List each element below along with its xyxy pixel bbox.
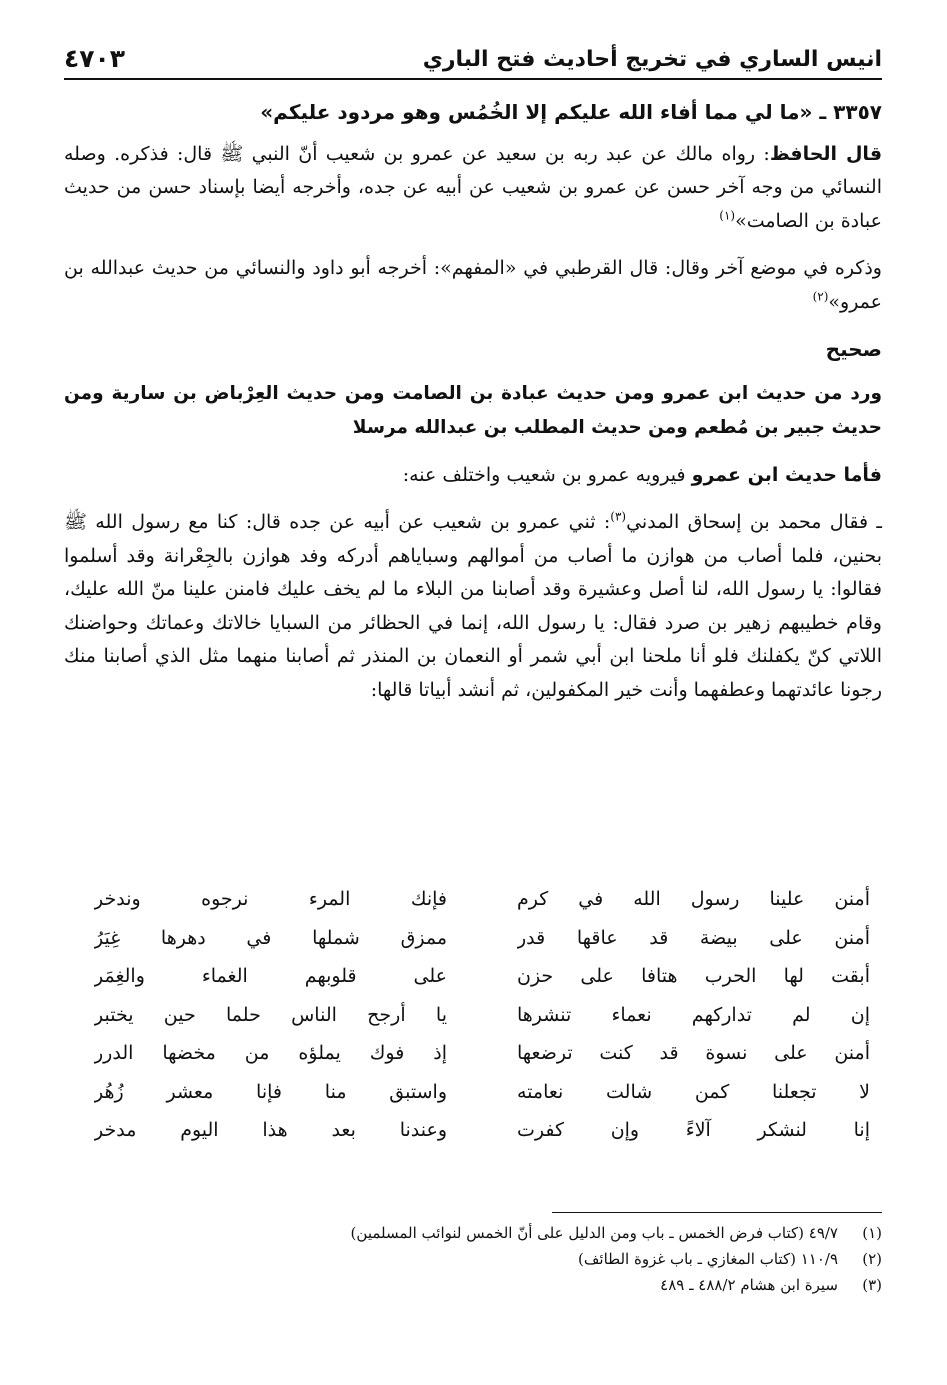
page-number: ٤٧٠٣: [64, 44, 126, 73]
footnote-text: ١١٠/٩ (كتاب المغازي ـ باب غزوة الطائف): [578, 1250, 838, 1268]
poem-verse-second: واستبق منا فإنا معشر زُهُر: [94, 1080, 447, 1103]
poem-verse-first: أمنن علينا رسول الله في كرم: [517, 888, 870, 910]
footnote-ref-2: (٢): [812, 289, 829, 304]
footnote-text: ٤٩/٧ (كتاب فرض الخمس ـ باب ومن الدليل على أنّ الخمس لنوائب المسلمين): [350, 1224, 838, 1242]
footnote: [64, 1272, 882, 1298]
poem-verse-second: على قلوبهم الغماء والغِمَر: [94, 965, 447, 987]
section-heading: صحيح: [825, 337, 882, 361]
hafiz-text: : رواه مالك عن عبد ربه بن سعيد عن عمرو بن شعيب أنّ النبي ﷺ قال: فذكره. وصله النسائي من وجه آخر حسن عن عمرو بن شعيب عن أبيه عن جده، وأخرجه أيضا بإسناد حسن من حديث عبادة بن الصامت»: [64, 142, 882, 232]
poem: [94, 880, 870, 1150]
poem-verse-first: أمنن على بيضة قد عاقها قدر: [517, 926, 870, 949]
poem-verse-first: لا تجعلنا كمن شالت نعامته: [517, 1080, 870, 1103]
poem-verse-first: أبقت لها الحرب هتافا على حزن: [517, 965, 870, 987]
poem-verse-second: إذ فوك يملؤه من مخضها الدرر: [94, 1042, 447, 1064]
poem-verse-first: إن لم تداركهم نعماء تنشرها: [517, 1003, 870, 1026]
footnote: [64, 1246, 882, 1272]
footnote-rule: [552, 1212, 882, 1213]
qurtubi-paragraph: [64, 252, 882, 319]
footnote-number: (٣): [862, 1276, 882, 1294]
qurtubi-text: وذكره في موضع آخر وقال: قال القرطبي في «المفهم»: أخرجه أبو داود والنسائي من حديث عبدالله بن عمرو»: [64, 257, 882, 313]
footnote-number: (٢): [862, 1250, 882, 1268]
header-rule: [64, 78, 882, 80]
footnote: [64, 1220, 882, 1246]
ibn-amr-lead: فأما حديث ابن عمرو: [691, 463, 882, 486]
poem-verse-first: أمنن على نسوة قد كنت ترضعها: [517, 1042, 870, 1064]
book-page: [64, 30, 882, 1360]
footnote-ref-1: (١): [719, 208, 736, 223]
book-title: انيس الساري في تخريج أحاديث فتح الباري: [422, 47, 882, 72]
footnote-number: (١): [862, 1224, 882, 1242]
hafiz-lead: قال الحافظ: [769, 142, 883, 165]
footnote-text: سيرة ابن هشام ٤٨٨/٢ ـ ٤٨٩: [660, 1276, 838, 1294]
narration-paragraph: [64, 506, 882, 707]
hafiz-paragraph: [64, 138, 882, 239]
running-header: [64, 30, 882, 76]
footnote-ref-3: (٣): [610, 509, 627, 524]
narration-text: : ثني عمرو بن شعيب عن أبيه عن جده قال: كنا مع رسول الله ﷺ بحنين، فلما أصاب من هوازن ما أصاب من أموالهم وسباياهم أدركه وفد هوازن بالجِعْرانة وقد أسلموا فقالوا: يا رسول الله، لنا أصل وعشيرة وقد أصابنا من البلاء ما لم يخف عليك فامنن علينا منّ الله عليك، وقام خطيبهم زهير بن صرد فقال: يا رسول الله، إنما في الحظائر من السبايا خالاتك وعماتك وحواضنك اللاتي كنّ يكفلنك فلو أنا ملحنا ابن أبي شمر أو النعمان بن المنذر ثم أصابنا منهما مثل الذي أصابنا منك رجونا عائدتهما وعطفهما وأنت خير المكفولين، ثم أنشد أبياتا قالها:: [64, 511, 882, 701]
hadith-heading: ٣٣٥٧ ـ «ما لي مما أفاء الله عليكم إلا الخُمُس وهو مردود عليكم»: [260, 100, 882, 124]
main-text: [64, 96, 882, 721]
narration-pre: ـ فقال محمد بن إسحاق المدني: [626, 511, 882, 533]
footnotes: [64, 1220, 882, 1298]
poem-verse-second: وعندنا بعد هذا اليوم مدخر: [94, 1119, 447, 1141]
ibn-amr-text: فيرويه عمرو بن شعيب واختلف عنه:: [402, 463, 692, 486]
ibn-amr-paragraph: [64, 459, 882, 493]
poem-verse-second: ممزق شملها في دهرها غِيَرُ: [94, 926, 447, 949]
summary-paragraph: ورد من حديث ابن عمرو ومن حديث عبادة بن الصامت ومن حديث العِرْباض بن سارية ومن حديث جبير بن مُطعم ومن حديث المطلب بن عبدالله مرسلا: [64, 382, 882, 438]
poem-verse-first: إنا لنشكر آلاءً وإن كفرت: [517, 1119, 870, 1141]
poem-verse-second: يا أرجح الناس حلما حين يختبر: [94, 1003, 447, 1026]
poem-verse-second: فإنك المرء نرجوه وندخر: [94, 888, 447, 910]
